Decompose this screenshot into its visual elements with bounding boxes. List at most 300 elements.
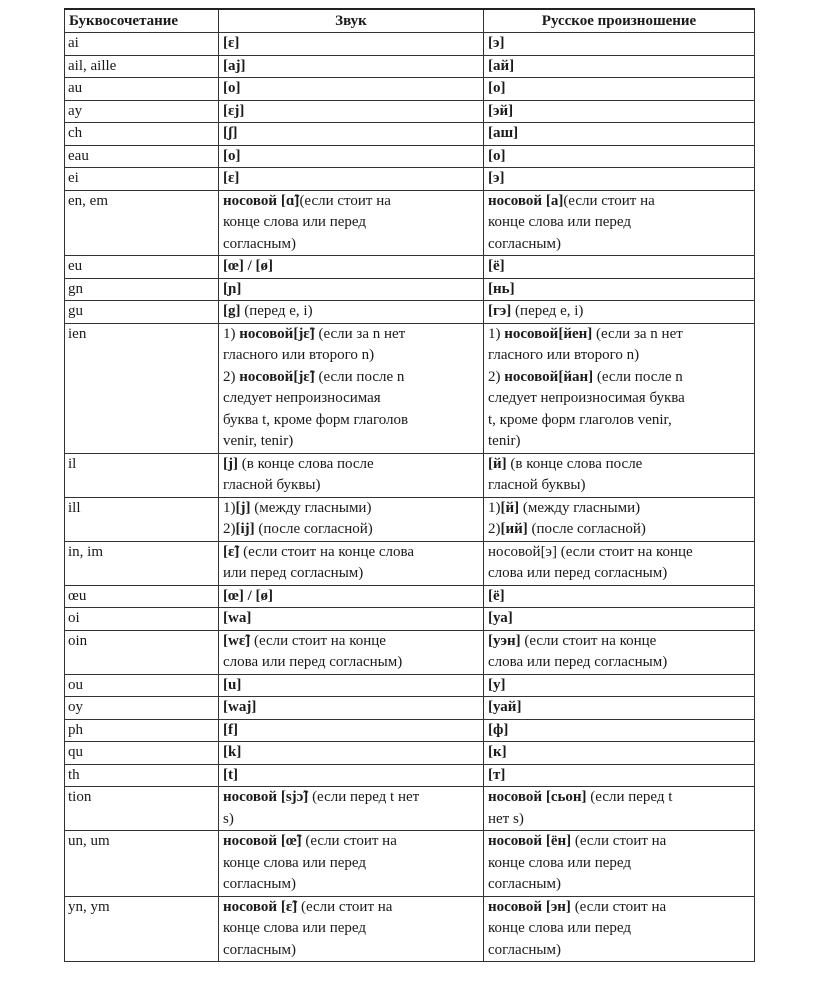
cell-sound <box>219 323 484 453</box>
cell-sound <box>219 256 484 279</box>
cell-russian-pronunciation <box>484 831 755 897</box>
bold-segment: [э] <box>488 170 505 186</box>
text-segment: 2) <box>223 368 240 385</box>
bold-segment: [j] <box>223 455 238 472</box>
cell-letter-combination: oi <box>65 608 219 631</box>
bold-segment: носовой [ɛ̃] <box>223 898 298 915</box>
cell-line <box>223 542 479 564</box>
bold-segment: [f] <box>223 721 238 738</box>
table-row <box>65 585 755 608</box>
bold-segment: [у] <box>488 676 506 693</box>
cell-letter-combination: eau <box>65 145 219 168</box>
cell-line <box>488 256 750 278</box>
text-segment: следует непроизносимая буква <box>488 390 685 406</box>
cell-russian-pronunciation <box>484 674 755 697</box>
text-segment: (если стоит на <box>297 898 393 915</box>
cell-line <box>223 279 479 301</box>
cell-russian-pronunciation <box>484 301 755 324</box>
text-segment: согласным) <box>488 941 561 958</box>
cell-line <box>223 918 479 940</box>
bold-segment: [œ] / [ø] <box>223 258 273 274</box>
text-segment: (если после n <box>593 368 683 385</box>
cell-sound <box>219 190 484 256</box>
cell-line <box>223 697 479 719</box>
table-row <box>65 787 755 831</box>
cell-letter-combination: gu <box>65 301 219 324</box>
cell-sound <box>219 55 484 78</box>
bold-segment: [œ] / [ø] <box>223 587 273 604</box>
table-row <box>65 831 755 897</box>
cell-line <box>488 498 750 520</box>
cell-russian-pronunciation <box>484 764 755 787</box>
cell-line <box>488 940 750 962</box>
text-segment: следует непроизносимая <box>223 390 381 406</box>
cell-line <box>223 191 479 213</box>
cell-russian-pronunciation <box>484 585 755 608</box>
text-segment: (если стоит на <box>563 192 655 209</box>
cell-line <box>223 367 479 389</box>
cell-line <box>488 874 750 896</box>
table-row <box>65 630 755 674</box>
cell-line <box>488 123 750 145</box>
bold-segment: [t] <box>223 766 238 783</box>
cell-russian-pronunciation <box>484 278 755 301</box>
cell-letter-combination: ien <box>65 323 219 453</box>
cell-sound <box>219 764 484 787</box>
cell-letter-combination: en, em <box>65 190 219 256</box>
table-row <box>65 256 755 279</box>
cell-line <box>488 168 750 190</box>
text-segment: (если стоит на конце слова <box>239 543 415 560</box>
cell-line <box>223 146 479 168</box>
cell-line <box>488 78 750 100</box>
bold-segment: [wɛ̃] <box>223 632 251 649</box>
cell-letter-combination: ay <box>65 100 219 123</box>
cell-line <box>488 563 750 585</box>
cell-russian-pronunciation <box>484 742 755 765</box>
cell-line <box>223 56 479 78</box>
cell-letter-combination: œu <box>65 585 219 608</box>
cell-letter-combination: ill <box>65 497 219 541</box>
cell-sound <box>219 608 484 631</box>
cell-line <box>488 410 750 432</box>
table-row <box>65 145 755 168</box>
cell-sound <box>219 497 484 541</box>
bold-segment: носовой[йан] <box>504 368 594 385</box>
cell-line <box>223 765 479 787</box>
text-segment: конце слова или перед <box>223 920 366 936</box>
cell-line <box>488 720 750 742</box>
text-segment: t, кроме форм глаголов venir, <box>488 411 672 428</box>
cell-russian-pronunciation <box>484 453 755 497</box>
bold-segment: [o] <box>223 147 241 164</box>
cell-line <box>488 454 750 476</box>
cell-russian-pronunciation <box>484 190 755 256</box>
cell-letter-combination: ai <box>65 33 219 56</box>
cell-line <box>223 874 479 896</box>
cell-line <box>223 234 479 256</box>
text-segment: (если стоит на конце <box>520 632 657 649</box>
text-segment: (если за n нет <box>314 325 406 342</box>
cell-line <box>488 675 750 697</box>
bold-segment: [u] <box>223 676 242 693</box>
cell-line <box>488 586 750 608</box>
text-segment: конце слова или перед <box>488 920 631 936</box>
bold-segment: [aj] <box>223 57 246 74</box>
cell-line <box>488 809 750 831</box>
cell-line <box>223 475 479 497</box>
cell-letter-combination: th <box>65 764 219 787</box>
cell-line <box>223 652 479 674</box>
bold-segment: [waj] <box>223 699 257 715</box>
text-segment: или перед согласным) <box>223 565 364 581</box>
bold-segment: носовой [œ̃] <box>223 833 302 849</box>
cell-sound <box>219 630 484 674</box>
bold-segment: [ɲ] <box>223 280 242 297</box>
bold-segment: [уа] <box>488 610 513 626</box>
cell-line <box>223 33 479 55</box>
text-segment: (если за n нет <box>592 325 683 342</box>
cell-line <box>488 742 750 764</box>
table-row <box>65 123 755 146</box>
cell-line <box>488 324 750 346</box>
cell-russian-pronunciation <box>484 630 755 674</box>
cell-sound <box>219 78 484 101</box>
cell-line <box>488 519 750 541</box>
text-segment: (перед e, i) <box>240 303 313 319</box>
table-row <box>65 453 755 497</box>
bold-segment: [g] <box>223 303 241 319</box>
cell-line <box>488 367 750 389</box>
cell-line <box>223 123 479 145</box>
cell-russian-pronunciation <box>484 55 755 78</box>
bold-segment: [wa] <box>223 610 252 626</box>
cell-line <box>223 431 479 453</box>
cell-line <box>223 897 479 919</box>
cell-line <box>488 101 750 123</box>
cell-letter-combination: qu <box>65 742 219 765</box>
bold-segment: [o] <box>223 80 241 96</box>
cell-line <box>488 56 750 78</box>
text-segment: (в конце слова после <box>506 455 643 472</box>
cell-sound <box>219 168 484 191</box>
cell-russian-pronunciation <box>484 497 755 541</box>
text-segment: 1) <box>488 499 501 516</box>
cell-line <box>223 720 479 742</box>
bold-segment: [э] <box>488 35 505 51</box>
text-segment: s) <box>223 810 234 827</box>
text-segment: согласным) <box>488 235 561 252</box>
table-row <box>65 742 755 765</box>
text-segment: (после согласной) <box>254 521 373 537</box>
header-sound: Звук <box>219 9 484 33</box>
cell-russian-pronunciation <box>484 323 755 453</box>
bold-segment: носовой[jɛ̃] <box>239 325 315 342</box>
cell-letter-combination: ou <box>65 674 219 697</box>
text-segment: (если стоит на <box>570 898 667 915</box>
cell-letter-combination: oy <box>65 697 219 720</box>
text-segment: (если стоит на <box>571 833 667 849</box>
cell-line <box>488 853 750 875</box>
text-segment: буква t, кроме форм глаголов <box>223 411 409 428</box>
cell-letter-combination: un, um <box>65 831 219 897</box>
cell-letter-combination: oin <box>65 630 219 674</box>
cell-letter-combination: ph <box>65 719 219 742</box>
bold-segment: [аш] <box>488 125 519 141</box>
cell-russian-pronunciation <box>484 787 755 831</box>
cell-line <box>223 831 479 853</box>
cell-letter-combination: gn <box>65 278 219 301</box>
bold-segment: носовой [sjɔ̃] <box>223 789 309 805</box>
text-segment: (если после n <box>314 368 405 385</box>
cell-line <box>488 831 750 853</box>
text-segment: (если стоит на <box>301 833 397 849</box>
cell-line <box>488 146 750 168</box>
bold-segment: [уай] <box>488 699 522 715</box>
text-segment: 1) <box>223 325 240 342</box>
table-row <box>65 497 755 541</box>
table-row <box>65 278 755 301</box>
text-segment: (между гласными) <box>250 499 372 516</box>
bold-segment: [уэн] <box>488 632 521 649</box>
cell-line <box>223 563 479 585</box>
bold-segment: [о] <box>488 80 506 96</box>
cell-line <box>488 431 750 453</box>
cell-line <box>488 897 750 919</box>
table-row <box>65 168 755 191</box>
cell-line <box>223 345 479 367</box>
text-segment: гласного или второго n) <box>223 347 375 363</box>
cell-line <box>223 608 479 630</box>
cell-line <box>488 652 750 674</box>
bold-segment: [ɛ] <box>223 170 240 186</box>
bold-segment: [т] <box>488 766 506 783</box>
bold-segment: носовой [сьон] <box>488 789 587 805</box>
text-segment: (если перед t нет <box>308 789 420 805</box>
cell-line <box>223 631 479 653</box>
bold-segment: [эй] <box>488 102 514 119</box>
text-segment: 2) <box>223 521 236 537</box>
text-segment: конце слова или перед <box>223 214 366 230</box>
cell-sound <box>219 585 484 608</box>
table-row <box>65 896 755 962</box>
cell-line <box>488 234 750 256</box>
text-segment: (если стоит на <box>299 192 391 209</box>
cell-sound <box>219 541 484 585</box>
pronunciation-table-page <box>64 8 754 962</box>
cell-line <box>223 78 479 100</box>
cell-line <box>488 33 750 55</box>
text-segment: tenir) <box>488 433 521 449</box>
bold-segment: [ɛj] <box>223 102 245 119</box>
bold-segment: [ʃ] <box>223 125 238 141</box>
cell-sound <box>219 896 484 962</box>
table-row <box>65 100 755 123</box>
bold-segment: [ɛ] <box>223 35 240 51</box>
bold-segment: [к] <box>488 744 507 760</box>
text-segment: гласной буквы) <box>488 477 586 493</box>
cell-line <box>223 675 479 697</box>
cell-line <box>488 918 750 940</box>
cell-line <box>488 388 750 410</box>
cell-line <box>223 787 479 809</box>
cell-sound <box>219 145 484 168</box>
cell-sound <box>219 742 484 765</box>
cell-line <box>488 631 750 653</box>
cell-sound <box>219 787 484 831</box>
text-segment: (если стоит на конце <box>250 632 386 649</box>
text-segment: 2) <box>488 521 501 537</box>
table-row <box>65 719 755 742</box>
bold-segment: носовой [ɑ̃] <box>223 192 300 209</box>
bold-segment: носовой[йен] <box>504 325 593 342</box>
cell-russian-pronunciation <box>484 123 755 146</box>
table-row <box>65 608 755 631</box>
text-segment: (после согласной) <box>527 521 646 537</box>
cell-line <box>223 519 479 541</box>
text-segment: конце слова или перед <box>488 854 631 871</box>
cell-line <box>488 345 750 367</box>
cell-line <box>223 168 479 190</box>
table-row <box>65 301 755 324</box>
table-row <box>65 764 755 787</box>
cell-sound <box>219 831 484 897</box>
text-segment: 1) <box>488 325 505 342</box>
table-row <box>65 323 755 453</box>
text-segment: venir, tenir) <box>223 433 294 449</box>
cell-line <box>488 301 750 323</box>
text-segment: гласного или второго n) <box>488 347 640 363</box>
bold-segment: носовой [ён] <box>488 833 572 849</box>
bold-segment: [ij] <box>235 521 255 537</box>
header-letter-combination: Буквосочетание <box>65 9 219 33</box>
cell-russian-pronunciation <box>484 896 755 962</box>
table-row <box>65 674 755 697</box>
cell-letter-combination: ail, aille <box>65 55 219 78</box>
cell-line <box>223 586 479 608</box>
cell-line <box>223 454 479 476</box>
text-segment: согласным) <box>223 876 296 892</box>
cell-sound <box>219 719 484 742</box>
cell-line <box>223 809 479 831</box>
cell-line <box>223 940 479 962</box>
bold-segment: [k] <box>223 744 242 760</box>
cell-line <box>488 212 750 234</box>
cell-line <box>488 475 750 497</box>
text-segment: конце слова или перед <box>223 854 366 871</box>
cell-line <box>223 742 479 764</box>
text-segment: (если перед t <box>586 789 673 805</box>
bold-segment: [нь] <box>488 280 515 297</box>
table-row <box>65 190 755 256</box>
text-segment: 2) <box>488 368 505 385</box>
cell-sound <box>219 123 484 146</box>
cell-sound <box>219 697 484 720</box>
cell-russian-pronunciation <box>484 541 755 585</box>
cell-letter-combination: eu <box>65 256 219 279</box>
text-segment: носовой[э] (если стоит на конце <box>488 543 693 560</box>
text-segment: слова или перед согласным) <box>488 565 668 581</box>
bold-segment: [о] <box>488 147 506 164</box>
pronunciation-table <box>64 8 755 962</box>
cell-line <box>488 608 750 630</box>
bold-segment: [ай] <box>488 57 515 74</box>
header-russian-pronunciation: Русское произношение <box>484 9 755 33</box>
cell-russian-pronunciation <box>484 78 755 101</box>
table-row <box>65 541 755 585</box>
cell-letter-combination: in, im <box>65 541 219 585</box>
cell-sound <box>219 33 484 56</box>
cell-sound <box>219 301 484 324</box>
bold-segment: [ф] <box>488 721 509 738</box>
table-row <box>65 33 755 56</box>
cell-line <box>223 212 479 234</box>
bold-segment: [ё] <box>488 258 505 274</box>
table-row <box>65 697 755 720</box>
text-segment: конце слова или перед <box>488 214 631 230</box>
cell-russian-pronunciation <box>484 168 755 191</box>
bold-segment: носовой [а] <box>488 192 564 209</box>
cell-line <box>223 101 479 123</box>
text-segment: (между гласными) <box>519 499 641 516</box>
cell-letter-combination: ch <box>65 123 219 146</box>
cell-russian-pronunciation <box>484 608 755 631</box>
bold-segment: [ё] <box>488 587 505 604</box>
cell-sound <box>219 674 484 697</box>
cell-russian-pronunciation <box>484 33 755 56</box>
bold-segment: [й] <box>500 499 520 516</box>
cell-line <box>488 697 750 719</box>
cell-line <box>488 765 750 787</box>
table-header-row <box>65 9 755 33</box>
text-segment: 1) <box>223 499 236 516</box>
table-body <box>65 33 755 962</box>
cell-line <box>223 410 479 432</box>
cell-line <box>223 324 479 346</box>
table-row <box>65 55 755 78</box>
bold-segment: [j] <box>235 499 251 516</box>
cell-russian-pronunciation <box>484 256 755 279</box>
bold-segment: носовой [эн] <box>488 898 571 915</box>
table-row <box>65 78 755 101</box>
cell-russian-pronunciation <box>484 697 755 720</box>
cell-sound <box>219 453 484 497</box>
bold-segment: носовой[jɛ̃] <box>239 368 315 385</box>
cell-line <box>223 853 479 875</box>
cell-russian-pronunciation <box>484 719 755 742</box>
cell-russian-pronunciation <box>484 100 755 123</box>
text-segment: гласной буквы) <box>223 477 321 493</box>
text-segment: слова или перед согласным) <box>488 654 668 670</box>
bold-segment: [гэ] <box>488 303 512 319</box>
cell-russian-pronunciation <box>484 145 755 168</box>
cell-letter-combination: tion <box>65 787 219 831</box>
bold-segment: [й] <box>488 455 507 472</box>
cell-line <box>488 542 750 564</box>
cell-letter-combination: ei <box>65 168 219 191</box>
text-segment: согласным) <box>488 876 561 892</box>
cell-sound <box>219 100 484 123</box>
text-segment: слова или перед согласным) <box>223 654 403 670</box>
text-segment: согласным) <box>223 235 296 252</box>
bold-segment: [ɛ̃] <box>223 543 240 560</box>
bold-segment: [ий] <box>500 521 528 537</box>
cell-line <box>488 191 750 213</box>
text-segment: (в конце слова после <box>238 455 374 472</box>
cell-letter-combination: il <box>65 453 219 497</box>
cell-letter-combination: au <box>65 78 219 101</box>
cell-line <box>488 787 750 809</box>
